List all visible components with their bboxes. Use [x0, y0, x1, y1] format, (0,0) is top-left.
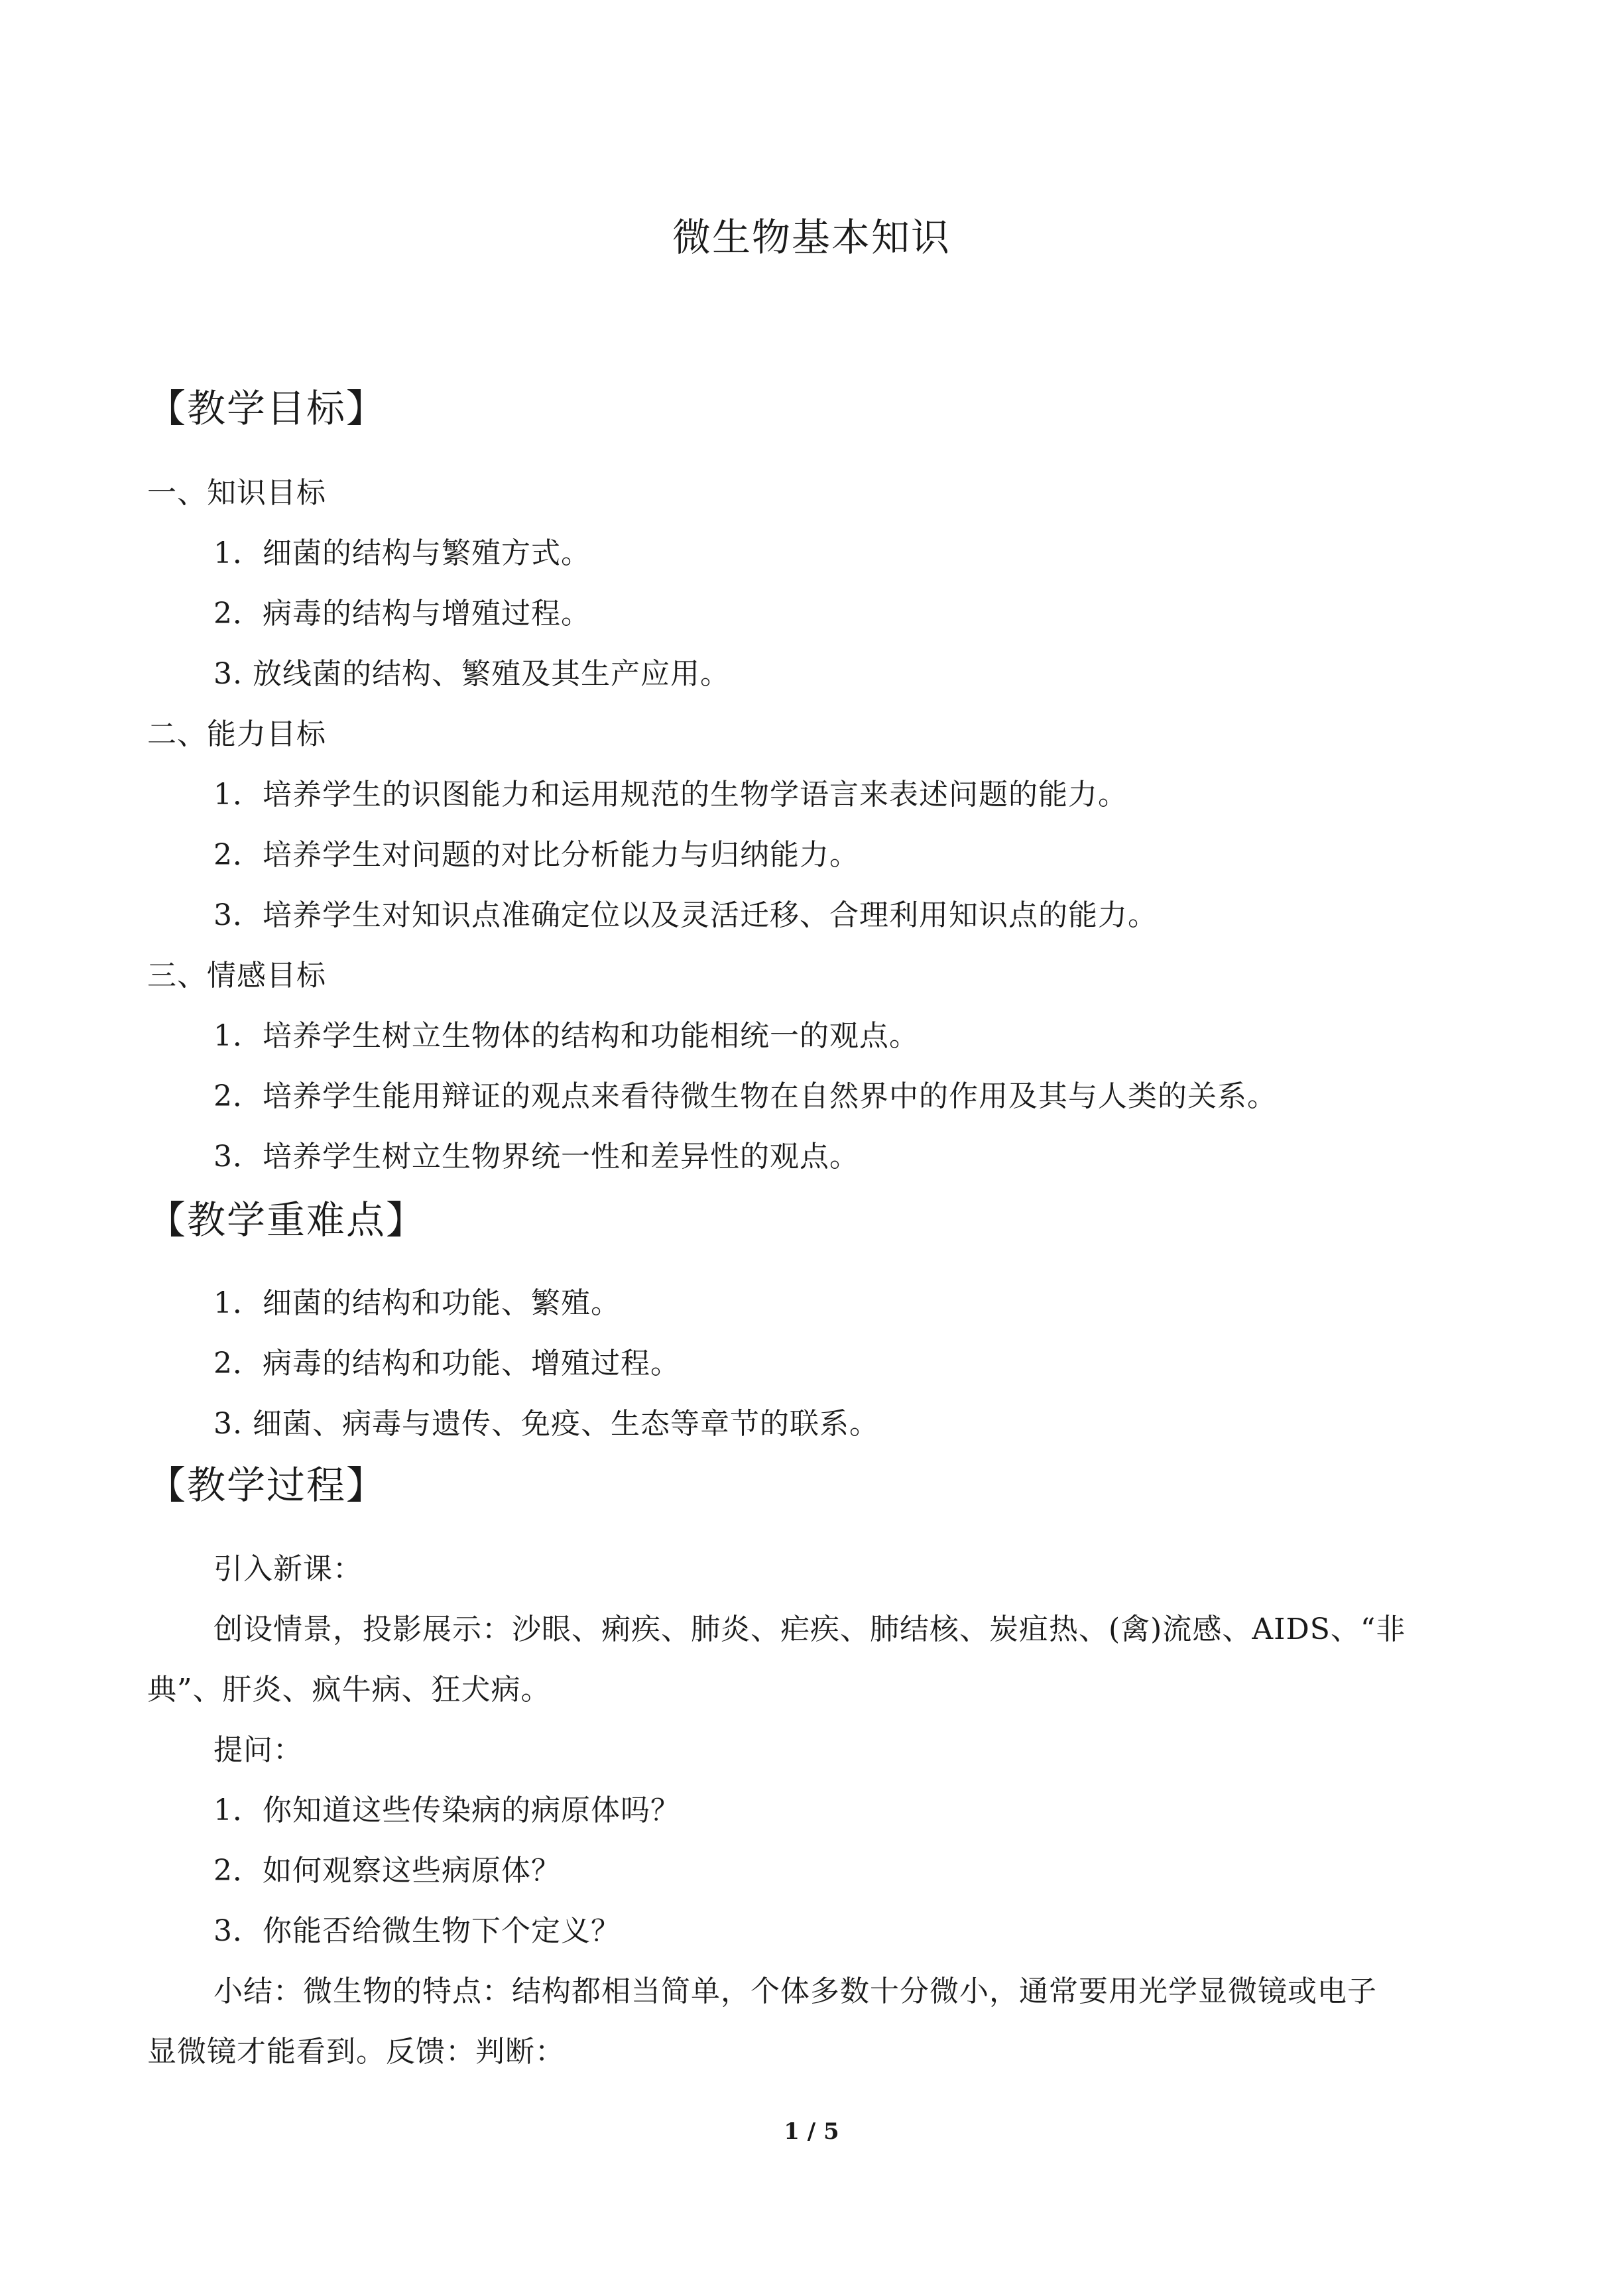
process-scenario-line-1: 创设情景，投影展示：沙眼、痢疾、肺炎、疟疾、肺结核、炭疽热、(禽)流感、AIDS、“非 — [213, 1612, 1406, 1646]
knowledge-item-2: 2．病毒的结构与增殖过程。 — [213, 597, 591, 631]
ability-item-2: 2．培养学生对问题的对比分析能力与归纳能力。 — [213, 838, 859, 872]
page-title: 微生物基本知识 — [672, 215, 951, 260]
objectives-heading: 【教学目标】 — [147, 386, 387, 431]
process-summary-line-1: 小结：微生物的特点：结构都相当简单，个体多数十分微小，通常要用光学显微镜或电子 — [213, 1974, 1377, 2008]
ability-heading: 二、能力目标 — [147, 717, 326, 751]
key-point-3: 3. 细菌、病毒与遗传、免疫、生态等章节的联系。 — [213, 1407, 879, 1441]
key-point-1: 1．细菌的结构和功能、繁殖。 — [213, 1286, 621, 1320]
emotion-heading: 三、情感目标 — [147, 959, 326, 993]
knowledge-item-3: 3. 放线菌的结构、繁殖及其生产应用。 — [213, 657, 730, 691]
process-scenario-line-2: 典”、肝炎、疯牛病、狂犬病。 — [147, 1673, 551, 1707]
knowledge-item-1: 1．细菌的结构与繁殖方式。 — [213, 536, 591, 570]
process-summary-line-2: 显微镜才能看到。反馈：判断： — [147, 2035, 565, 2069]
process-intro: 引入新课： — [213, 1552, 363, 1586]
ability-item-3: 3．培养学生对知识点准确定位以及灵活迁移、合理利用知识点的能力。 — [213, 898, 1158, 932]
emotion-item-2: 2．培养学生能用辩证的观点来看待微生物在自然界中的作用及其与人类的关系。 — [213, 1079, 1277, 1113]
key-point-2: 2．病毒的结构和功能、增殖过程。 — [213, 1347, 680, 1380]
process-question-1: 1．你知道这些传染病的病原体吗？ — [213, 1793, 680, 1827]
process-heading: 【教学过程】 — [147, 1463, 387, 1508]
emotion-item-1: 1．培养学生树立生物体的结构和功能相统一的观点。 — [213, 1019, 919, 1053]
knowledge-heading: 一、知识目标 — [147, 476, 326, 510]
process-question-3: 3．你能否给微生物下个定义？ — [213, 1914, 621, 1948]
key-points-heading: 【教学重难点】 — [147, 1197, 426, 1242]
process-question-label: 提问： — [213, 1733, 303, 1767]
page-number: 1 / 5 — [784, 2118, 839, 2145]
ability-item-1: 1．培养学生的识图能力和运用规范的生物学语言来表述问题的能力。 — [213, 778, 1128, 812]
emotion-item-3: 3．培养学生树立生物界统一性和差异性的观点。 — [213, 1140, 859, 1174]
process-question-2: 2．如何观察这些病原体？ — [213, 1854, 561, 1888]
